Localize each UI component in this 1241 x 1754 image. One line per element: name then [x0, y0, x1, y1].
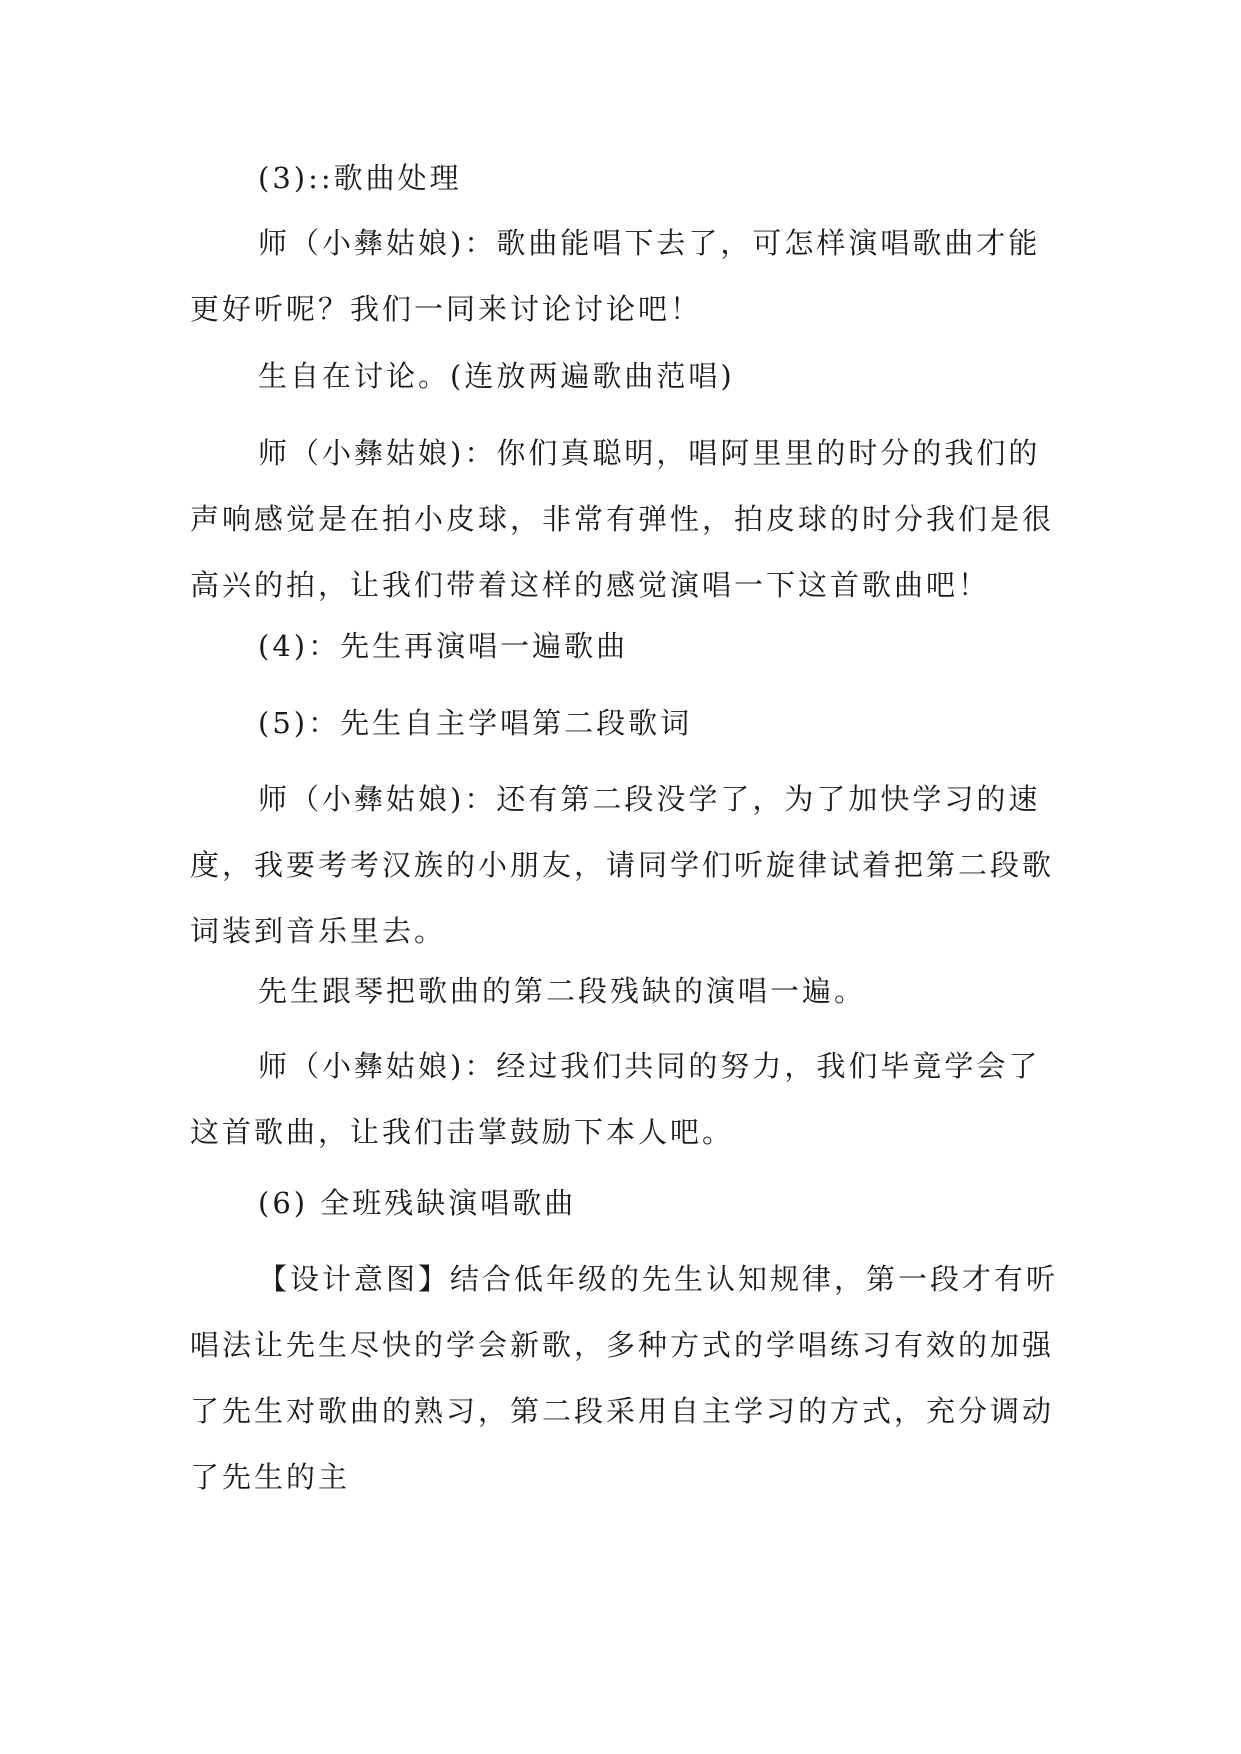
- teacher-encouragement-paragraph: 师（小彝姑娘)：经过我们共同的努力，我们毕竟学会了这首歌曲，让我们击掌鼓励下本人吧。: [190, 1049, 1041, 1149]
- step-6-heading: (6) 全班残缺演唱歌曲: [258, 1186, 577, 1220]
- step-5-heading: (5)：先生自主学唱第二段歌词: [258, 706, 693, 740]
- teacher-praise-paragraph: 师（小彝姑娘)：你们真聪明，唱阿里里的时分的我们的声响感觉是在拍小皮球，非常有弹性，拍皮球的时分我们是很高兴的拍，让我们带着这样的感觉演唱一下这首歌曲吧！: [190, 436, 1055, 602]
- heading-song-processing: (3)::歌曲处理: [258, 161, 462, 195]
- student-discussion-paragraph: 生自在讨论。(连放两遍歌曲范唱): [258, 359, 735, 393]
- teacher-second-verse-paragraph: 师（小彝姑娘)：还有第二段没学了，为了加快学习的速度，我要考考汉族的小朋友，请同学们听旋律试着把第二段歌词装到音乐里去。: [190, 782, 1055, 948]
- step-4-heading: (4)：先生再演唱一遍歌曲: [258, 629, 629, 663]
- teacher-question-paragraph: 师（小彝姑娘)：歌曲能唱下去了，可怎样演唱歌曲才能更好听呢？我们一同来讨论讨论吧！: [190, 226, 1041, 326]
- design-intent-paragraph: 【设计意图】结合低年级的先生认知规律，第一段才有听唱法让先生尽快的学会新歌，多种方式的学唱练习有效的加强了先生对歌曲的熟习，第二段采用自主学习的方式，充分调动了先生的主: [190, 1262, 1059, 1494]
- piano-singing-paragraph: 先生跟琴把歌曲的第二段残缺的演唱一遍。: [258, 974, 867, 1008]
